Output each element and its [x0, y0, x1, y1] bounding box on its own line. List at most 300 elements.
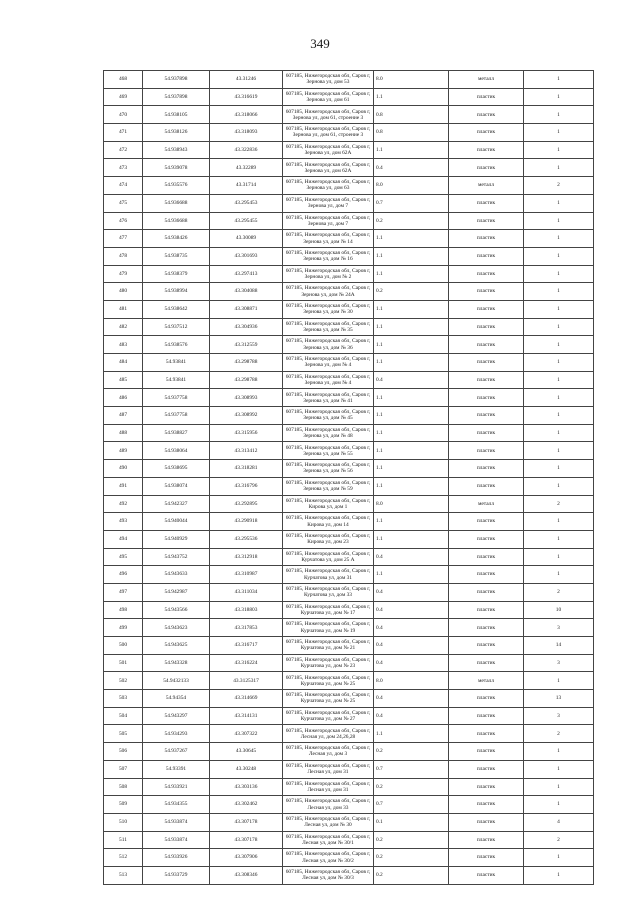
material-cell: пластик	[449, 442, 524, 460]
container-count-cell: 1	[524, 106, 594, 124]
table-row	[104, 177, 594, 195]
container-sites-table	[103, 70, 594, 885]
latitude-cell: 54.933921	[143, 778, 210, 796]
latitude-cell: 54.937512	[143, 318, 210, 336]
row-number-cell: 505	[104, 725, 143, 743]
address-cell: 607185, Нижегородская обл, Саров г, Зернова ул, дом № 4	[283, 354, 374, 372]
volume-cell: 0.2	[374, 212, 449, 230]
table-row	[104, 424, 594, 442]
latitude-cell: 54.937267	[143, 743, 210, 761]
longitude-cell: 43.308993	[210, 389, 283, 407]
address-cell: 607185, Нижегородская обл, Саров г, Зернова ул, дом 7	[283, 194, 374, 212]
material-cell: пластик	[449, 725, 524, 743]
address-cell: 607185, Нижегородская обл, Саров г, Зернова ул, дом 7	[283, 212, 374, 230]
address-cell: 607185, Нижегородская обл, Саров г, Зернова ул, дом 63	[283, 177, 374, 195]
material-cell: металл	[449, 672, 524, 690]
address-cell: 607185, Нижегородская обл, Саров г, Зернова ул, дом № 14	[283, 230, 374, 248]
material-cell: пластик	[449, 477, 524, 495]
material-cell: пластик	[449, 778, 524, 796]
volume-cell: 1.1	[374, 265, 449, 283]
material-cell: пластик	[449, 760, 524, 778]
volume-cell: 1.1	[374, 389, 449, 407]
table-row	[104, 477, 594, 495]
row-number-cell: 474	[104, 177, 143, 195]
address-cell: 607185, Нижегородская обл, Саров г, Зернова ул, дом № 41	[283, 389, 374, 407]
material-cell: металл	[449, 177, 524, 195]
table-row	[104, 354, 594, 372]
table-row	[104, 690, 594, 708]
material-cell: пластик	[449, 354, 524, 372]
material-cell: пластик	[449, 619, 524, 637]
latitude-cell: 54.937898	[143, 71, 210, 89]
table-row	[104, 760, 594, 778]
material-cell: пластик	[449, 300, 524, 318]
address-cell: 607185, Нижегородская обл, Саров г, Зернова ул, дом 61, строение 3	[283, 106, 374, 124]
latitude-cell: 54.933874	[143, 831, 210, 849]
address-cell: 607185, Нижегородская обл, Саров г, Лесная ул, дом № 30/2	[283, 849, 374, 867]
address-cell: 607185, Нижегородская обл, Саров г, Курчатова ул, дом № 25	[283, 672, 374, 690]
latitude-cell: 54.942987	[143, 583, 210, 601]
address-cell: 607185, Нижегородская обл, Саров г, Зернова ул, дом № 36	[283, 336, 374, 354]
latitude-cell: 54.937758	[143, 389, 210, 407]
table-row	[104, 389, 594, 407]
container-count-cell: 1	[524, 548, 594, 566]
address-cell: 607185, Нижегородская обл, Саров г, Зернова ул, дом 62А	[283, 159, 374, 177]
table-row	[104, 283, 594, 301]
container-count-cell: 2	[524, 583, 594, 601]
address-cell: 607185, Нижегородская обл, Саров г, Зернова ул, дом № 16	[283, 247, 374, 265]
volume-cell: 0.2	[374, 849, 449, 867]
row-number-cell: 509	[104, 796, 143, 814]
row-number-cell: 484	[104, 354, 143, 372]
longitude-cell: 43.31246	[210, 71, 283, 89]
address-cell: 607185, Нижегородская обл, Саров г, Курчатова ул, дом 31	[283, 566, 374, 584]
table-row	[104, 88, 594, 106]
longitude-cell: 43.316224	[210, 654, 283, 672]
row-number-cell: 473	[104, 159, 143, 177]
longitude-cell: 43.315956	[210, 424, 283, 442]
container-count-cell: 2	[524, 495, 594, 513]
row-number-cell: 471	[104, 124, 143, 142]
address-cell: 607185, Нижегородская обл, Саров г, Лесная ул, дом 3	[283, 743, 374, 761]
row-number-cell: 512	[104, 849, 143, 867]
longitude-cell: 43.298788	[210, 371, 283, 389]
container-count-cell: 1	[524, 530, 594, 548]
table-row	[104, 619, 594, 637]
row-number-cell: 485	[104, 371, 143, 389]
volume-cell: 0.2	[374, 831, 449, 849]
volume-cell: 1.1	[374, 247, 449, 265]
row-number-cell: 504	[104, 707, 143, 725]
container-count-cell: 1	[524, 194, 594, 212]
latitude-cell: 54.938426	[143, 230, 210, 248]
container-count-cell: 1	[524, 318, 594, 336]
latitude-cell: 54.938074	[143, 477, 210, 495]
longitude-cell: 43.303136	[210, 778, 283, 796]
volume-cell: 0.4	[374, 548, 449, 566]
material-cell: пластик	[449, 849, 524, 867]
volume-cell: 8.0	[374, 672, 449, 690]
table-row	[104, 778, 594, 796]
latitude-cell: 54.938642	[143, 300, 210, 318]
latitude-cell: 54.938827	[143, 424, 210, 442]
longitude-cell: 43.316717	[210, 637, 283, 655]
latitude-cell: 54.93391	[143, 760, 210, 778]
table-row	[104, 265, 594, 283]
row-number-cell: 503	[104, 690, 143, 708]
table-row	[104, 637, 594, 655]
table-row	[104, 318, 594, 336]
address-cell: 607185, Нижегородская обл, Саров г, Курчатова ул, дом № 17	[283, 601, 374, 619]
latitude-cell: 54.943625	[143, 637, 210, 655]
volume-cell: 1.1	[374, 725, 449, 743]
volume-cell: 1.1	[374, 424, 449, 442]
latitude-cell: 54.938735	[143, 247, 210, 265]
container-count-cell: 1	[524, 672, 594, 690]
volume-cell: 1.1	[374, 513, 449, 531]
longitude-cell: 43.317853	[210, 619, 283, 637]
volume-cell: 1.1	[374, 566, 449, 584]
volume-cell: 0.7	[374, 760, 449, 778]
longitude-cell: 43.314669	[210, 690, 283, 708]
container-count-cell: 1	[524, 743, 594, 761]
table-row	[104, 407, 594, 425]
longitude-cell: 43.307178	[210, 831, 283, 849]
longitude-cell: 43.308871	[210, 300, 283, 318]
material-cell: пластик	[449, 283, 524, 301]
latitude-cell: 54.93841	[143, 354, 210, 372]
volume-cell: 0.4	[374, 601, 449, 619]
latitude-cell: 54.943752	[143, 548, 210, 566]
volume-cell: 0.2	[374, 743, 449, 761]
material-cell: пластик	[449, 654, 524, 672]
latitude-cell: 54.934355	[143, 796, 210, 814]
container-count-cell: 1	[524, 212, 594, 230]
address-cell: 607185, Нижегородская обл, Саров г, Лесная ул, дом 24,26,28	[283, 725, 374, 743]
container-count-cell: 2	[524, 831, 594, 849]
container-count-cell: 1	[524, 283, 594, 301]
row-number-cell: 494	[104, 530, 143, 548]
volume-cell: 1.1	[374, 477, 449, 495]
latitude-cell: 54.940044	[143, 513, 210, 531]
latitude-cell: 54.943566	[143, 601, 210, 619]
container-count-cell: 1	[524, 442, 594, 460]
longitude-cell: 43.308992	[210, 407, 283, 425]
volume-cell: 0.7	[374, 796, 449, 814]
container-count-cell: 1	[524, 159, 594, 177]
volume-cell: 0.4	[374, 637, 449, 655]
material-cell: пластик	[449, 707, 524, 725]
material-cell: пластик	[449, 265, 524, 283]
volume-cell: 1.1	[374, 300, 449, 318]
longitude-cell: 43.313412	[210, 442, 283, 460]
longitude-cell: 43.314131	[210, 707, 283, 725]
volume-cell: 0.8	[374, 106, 449, 124]
longitude-cell: 43.312918	[210, 548, 283, 566]
material-cell: пластик	[449, 230, 524, 248]
longitude-cell: 43.295536	[210, 530, 283, 548]
row-number-cell: 496	[104, 566, 143, 584]
row-number-cell: 486	[104, 389, 143, 407]
longitude-cell: 43.311034	[210, 583, 283, 601]
material-cell: пластик	[449, 88, 524, 106]
row-number-cell: 472	[104, 141, 143, 159]
longitude-cell: 43.295453	[210, 194, 283, 212]
address-cell: 607185, Нижегородская обл, Саров г, Зернова ул, дом 61, строение 3	[283, 124, 374, 142]
material-cell: пластик	[449, 831, 524, 849]
longitude-cell: 43.304088	[210, 283, 283, 301]
row-number-cell: 491	[104, 477, 143, 495]
volume-cell: 1.1	[374, 88, 449, 106]
container-count-cell: 1	[524, 778, 594, 796]
table-row	[104, 530, 594, 548]
longitude-cell: 43.318803	[210, 601, 283, 619]
row-number-cell: 508	[104, 778, 143, 796]
latitude-cell: 54.939078	[143, 159, 210, 177]
longitude-cell: 43.32289	[210, 159, 283, 177]
latitude-cell: 54.940929	[143, 530, 210, 548]
latitude-cell: 54.937898	[143, 88, 210, 106]
longitude-cell: 43.292895	[210, 495, 283, 513]
longitude-cell: 43.316619	[210, 88, 283, 106]
container-count-cell: 1	[524, 247, 594, 265]
row-number-cell: 479	[104, 265, 143, 283]
material-cell: пластик	[449, 194, 524, 212]
table-row	[104, 831, 594, 849]
material-cell: пластик	[449, 106, 524, 124]
latitude-cell: 54.933874	[143, 813, 210, 831]
address-cell: 607185, Нижегородская обл, Саров г, Лесная ул, дом 31	[283, 778, 374, 796]
volume-cell: 0.2	[374, 283, 449, 301]
volume-cell: 0.4	[374, 159, 449, 177]
address-cell: 607185, Нижегородская обл, Саров г, Курчатова ул, дом № 27	[283, 707, 374, 725]
latitude-cell: 54.936688	[143, 212, 210, 230]
volume-cell: 1.1	[374, 442, 449, 460]
volume-cell: 0.4	[374, 707, 449, 725]
longitude-cell: 43.318281	[210, 460, 283, 478]
row-number-cell: 501	[104, 654, 143, 672]
table-row	[104, 548, 594, 566]
container-count-cell: 1	[524, 389, 594, 407]
row-number-cell: 499	[104, 619, 143, 637]
material-cell: пластик	[449, 796, 524, 814]
longitude-cell: 43.302462	[210, 796, 283, 814]
address-cell: 607185, Нижегородская обл, Саров г, Зернова ул, дом № 56	[283, 460, 374, 478]
table-row	[104, 71, 594, 89]
container-count-cell: 3	[524, 619, 594, 637]
material-cell: пластик	[449, 141, 524, 159]
longitude-cell: 43.312559	[210, 336, 283, 354]
table-body	[104, 71, 594, 885]
row-number-cell: 495	[104, 548, 143, 566]
longitude-cell: 43.307906	[210, 849, 283, 867]
latitude-cell: 54.938105	[143, 106, 210, 124]
table-row	[104, 566, 594, 584]
row-number-cell: 507	[104, 760, 143, 778]
volume-cell: 0.2	[374, 866, 449, 884]
volume-cell: 0.4	[374, 654, 449, 672]
volume-cell: 0.4	[374, 690, 449, 708]
material-cell: пластик	[449, 601, 524, 619]
latitude-cell: 54.936688	[143, 194, 210, 212]
latitude-cell: 54.937758	[143, 407, 210, 425]
row-number-cell: 492	[104, 495, 143, 513]
address-cell: 607185, Нижегородская обл, Саров г, Зернова ул, дом № 24А	[283, 283, 374, 301]
material-cell: пластик	[449, 124, 524, 142]
volume-cell: 0.4	[374, 619, 449, 637]
row-number-cell: 482	[104, 318, 143, 336]
container-count-cell: 1	[524, 796, 594, 814]
volume-cell: 1.1	[374, 141, 449, 159]
row-number-cell: 497	[104, 583, 143, 601]
address-cell: 607185, Нижегородская обл, Саров г, Зернова ул, дом № 48	[283, 424, 374, 442]
row-number-cell: 511	[104, 831, 143, 849]
latitude-cell: 54.93841	[143, 371, 210, 389]
container-count-cell: 1	[524, 124, 594, 142]
container-count-cell: 1	[524, 424, 594, 442]
longitude-cell: 43.316796	[210, 477, 283, 495]
latitude-cell: 54.938943	[143, 141, 210, 159]
address-cell: 607185, Нижегородская обл, Саров г, Зернова ул, дом 62А	[283, 141, 374, 159]
volume-cell: 1.1	[374, 230, 449, 248]
table-row	[104, 743, 594, 761]
table-row	[104, 336, 594, 354]
longitude-cell: 43.295455	[210, 212, 283, 230]
container-count-cell: 1	[524, 71, 594, 89]
container-count-cell: 1	[524, 513, 594, 531]
longitude-cell: 43.290918	[210, 513, 283, 531]
material-cell: металл	[449, 71, 524, 89]
material-cell: пластик	[449, 637, 524, 655]
address-cell: 607185, Нижегородская обл, Саров г, Курчатова ул, дом 33	[283, 583, 374, 601]
longitude-cell: 43.298788	[210, 354, 283, 372]
material-cell: пластик	[449, 212, 524, 230]
table-row	[104, 442, 594, 460]
address-cell: 607185, Нижегородская обл, Саров г, Кирова ул, дом 14	[283, 513, 374, 531]
material-cell: пластик	[449, 336, 524, 354]
row-number-cell: 487	[104, 407, 143, 425]
container-count-cell: 1	[524, 141, 594, 159]
table-row	[104, 849, 594, 867]
row-number-cell: 500	[104, 637, 143, 655]
address-cell: 607185, Нижегородская обл, Саров г, Лесная ул, дом 33	[283, 796, 374, 814]
address-cell: 607185, Нижегородская обл, Саров г, Кирова ул, дом 1	[283, 495, 374, 513]
volume-cell: 0.8	[374, 124, 449, 142]
volume-cell: 8.0	[374, 495, 449, 513]
volume-cell: 1.1	[374, 407, 449, 425]
material-cell: пластик	[449, 813, 524, 831]
container-count-cell: 1	[524, 265, 594, 283]
container-count-cell: 1	[524, 407, 594, 425]
table-row	[104, 247, 594, 265]
longitude-cell: 43.3125317	[210, 672, 283, 690]
row-number-cell: 483	[104, 336, 143, 354]
longitude-cell: 43.30248	[210, 760, 283, 778]
table-row	[104, 725, 594, 743]
row-number-cell: 510	[104, 813, 143, 831]
table-row	[104, 707, 594, 725]
latitude-cell: 54.943328	[143, 654, 210, 672]
volume-cell: 1.1	[374, 460, 449, 478]
container-count-cell: 3	[524, 707, 594, 725]
row-number-cell: 480	[104, 283, 143, 301]
longitude-cell: 43.30645	[210, 743, 283, 761]
address-cell: 607185, Нижегородская обл, Саров г, Курчатова ул, дом № 21	[283, 637, 374, 655]
table-row	[104, 654, 594, 672]
table-row	[104, 124, 594, 142]
latitude-cell: 54.943297	[143, 707, 210, 725]
row-number-cell: 502	[104, 672, 143, 690]
material-cell: пластик	[449, 866, 524, 884]
table-row	[104, 141, 594, 159]
table-row	[104, 460, 594, 478]
row-number-cell: 493	[104, 513, 143, 531]
row-number-cell: 478	[104, 247, 143, 265]
row-number-cell: 513	[104, 866, 143, 884]
table-row	[104, 106, 594, 124]
address-cell: 607185, Нижегородская обл, Саров г, Зернова ул, дом № 55	[283, 442, 374, 460]
longitude-cell: 43.322836	[210, 141, 283, 159]
address-cell: 607185, Нижегородская обл, Саров г, Зернова ул, дом № 30	[283, 300, 374, 318]
material-cell: пластик	[449, 566, 524, 584]
container-count-cell: 4	[524, 813, 594, 831]
volume-cell: 8.0	[374, 177, 449, 195]
longitude-cell: 43.301693	[210, 247, 283, 265]
address-cell: 607185, Нижегородская обл, Саров г, Зернова ул, дом 61	[283, 88, 374, 106]
row-number-cell: 490	[104, 460, 143, 478]
container-count-cell: 10	[524, 601, 594, 619]
material-cell: пластик	[449, 424, 524, 442]
longitude-cell: 43.307322	[210, 725, 283, 743]
address-cell: 607185, Нижегородская обл, Саров г, Зернова ул, дом № 4	[283, 371, 374, 389]
address-cell: 607185, Нижегородская обл, Саров г, Зернова ул, дом 53	[283, 71, 374, 89]
latitude-cell: 54.933729	[143, 866, 210, 884]
latitude-cell: 54.938695	[143, 460, 210, 478]
row-number-cell: 477	[104, 230, 143, 248]
latitude-cell: 54.943623	[143, 619, 210, 637]
material-cell: пластик	[449, 407, 524, 425]
address-cell: 607185, Нижегородская обл, Саров г, Зернова ул, дом № 35	[283, 318, 374, 336]
latitude-cell: 54.934293	[143, 725, 210, 743]
address-cell: 607185, Нижегородская обл, Саров г, Курчатова ул, дом № 19	[283, 619, 374, 637]
container-count-cell: 2	[524, 725, 594, 743]
latitude-cell: 54.933926	[143, 849, 210, 867]
latitude-cell: 54.935576	[143, 177, 210, 195]
longitude-cell: 43.308346	[210, 866, 283, 884]
container-count-cell: 1	[524, 760, 594, 778]
volume-cell: 1.1	[374, 530, 449, 548]
row-number-cell: 469	[104, 88, 143, 106]
material-cell: пластик	[449, 743, 524, 761]
row-number-cell: 506	[104, 743, 143, 761]
latitude-cell: 54.938576	[143, 336, 210, 354]
address-cell: 607185, Нижегородская обл, Саров г, Курчатова ул, дом № 25	[283, 690, 374, 708]
material-cell: металл	[449, 495, 524, 513]
volume-cell: 0.2	[374, 778, 449, 796]
table-row	[104, 371, 594, 389]
row-number-cell: 488	[104, 424, 143, 442]
address-cell: 607185, Нижегородская обл, Саров г, Курчатова ул, дом 25 А	[283, 548, 374, 566]
address-cell: 607185, Нижегородская обл, Саров г, Кирова ул, дом 23	[283, 530, 374, 548]
container-count-cell: 2	[524, 177, 594, 195]
table-row	[104, 796, 594, 814]
latitude-cell: 54.938126	[143, 124, 210, 142]
latitude-cell: 54.94354	[143, 690, 210, 708]
row-number-cell: 476	[104, 212, 143, 230]
longitude-cell: 43.310987	[210, 566, 283, 584]
volume-cell: 1.1	[374, 354, 449, 372]
material-cell: пластик	[449, 583, 524, 601]
